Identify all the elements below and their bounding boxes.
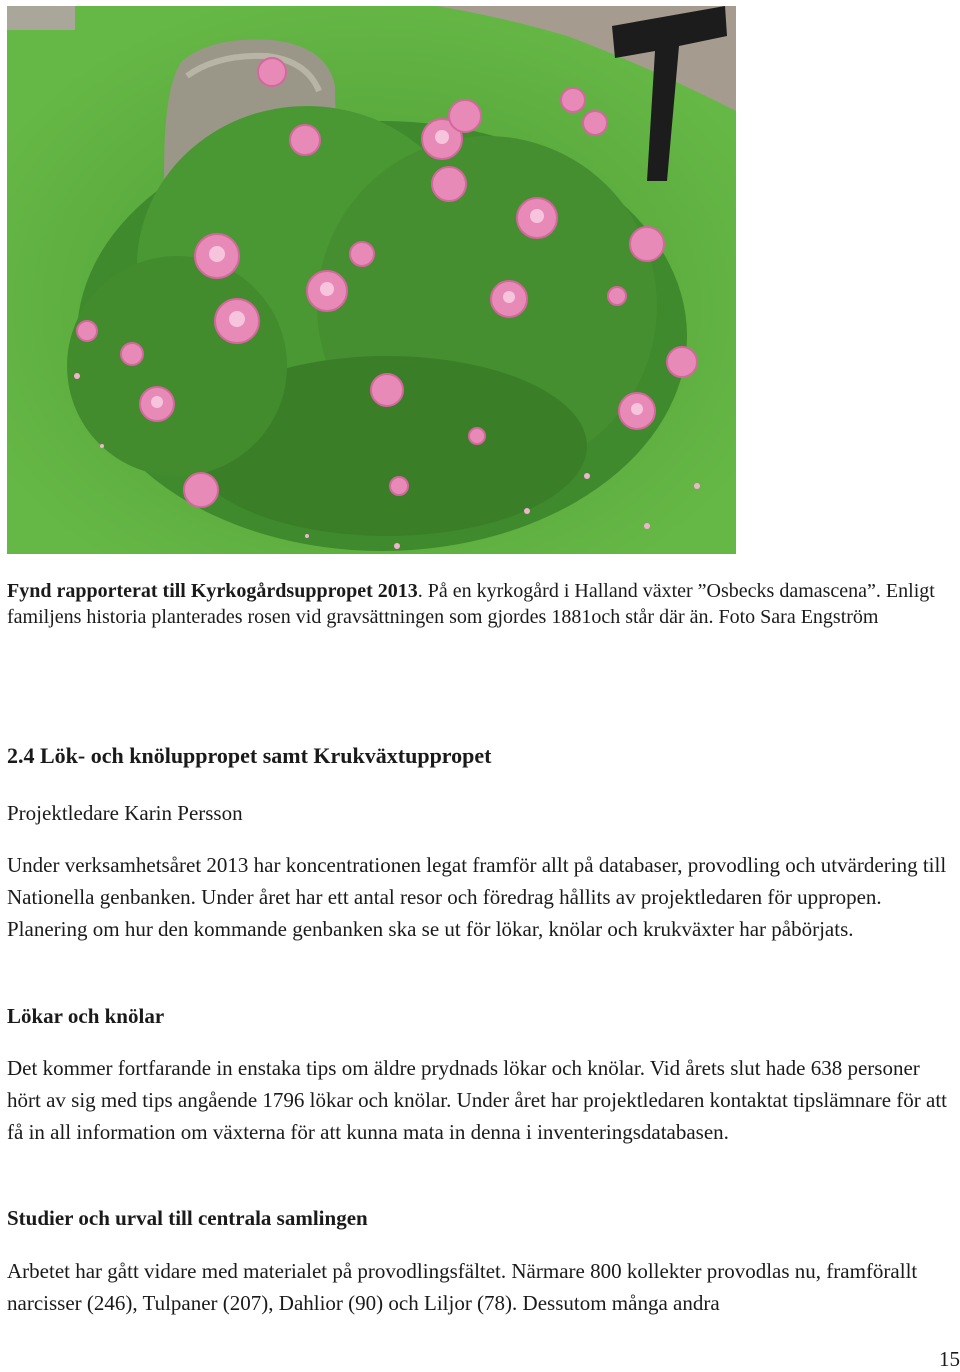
caption-bold: Fynd rapporterat till Kyrkogårdsuppropet 2013 — [7, 580, 418, 602]
rose-bush-illustration — [7, 6, 736, 554]
section-heading: 2.4 Lök- och knöluppropet samt Krukväxtuppropet — [7, 743, 492, 768]
page-number: 15 — [939, 1347, 960, 1371]
project-lead: Projektledare Karin Persson — [7, 801, 243, 825]
rose-bush-photo — [7, 6, 736, 554]
photo-caption — [7, 578, 955, 630]
subheading-studier-och-urval: Studier och urval till centrala samlingen — [7, 1206, 368, 1230]
paragraph-3: Arbetet har gått vidare med materialet på provodlingsfältet. Närmare 800 kollekter provodlas nu, framförallt narcisser (246), Tulpaner (207), Dahlior (90) och Liljor (78). Dessutom många andra — [7, 1259, 918, 1315]
caption-rest: . På en kyrkogård i Halland växter ”Osbecks damascena”. Enligt familjens historia planterades rosen vid gravsättningen som gjordes 1881och står där än. Foto Sara Engström — [7, 580, 935, 628]
paragraph-2: Det kommer fortfarande in enstaka tips om äldre prydnads lökar och knölar. Vid årets slut hade 638 personer hört av sig med tips angående 1796 lökar och knölar. Under året har projektledaren kontaktat tipslämnare för att få in all information om växterna för att kunna mata in denna i inventeringsdatabasen. — [7, 1056, 948, 1144]
paragraph-1: Under verksamhetsåret 2013 har koncentrationen legat framför allt på databaser, provodling och utvärdering till Nationella genbanken. Under året har ett antal resor och föredrag hållits av projektledaren för uppropen. Planering om hur den kommande genbanken ska se ut för lökar, knölar och krukväxter har påbörjats. — [7, 853, 947, 941]
subheading-lokar-och-knolar: Lökar och knölar — [7, 1004, 165, 1028]
